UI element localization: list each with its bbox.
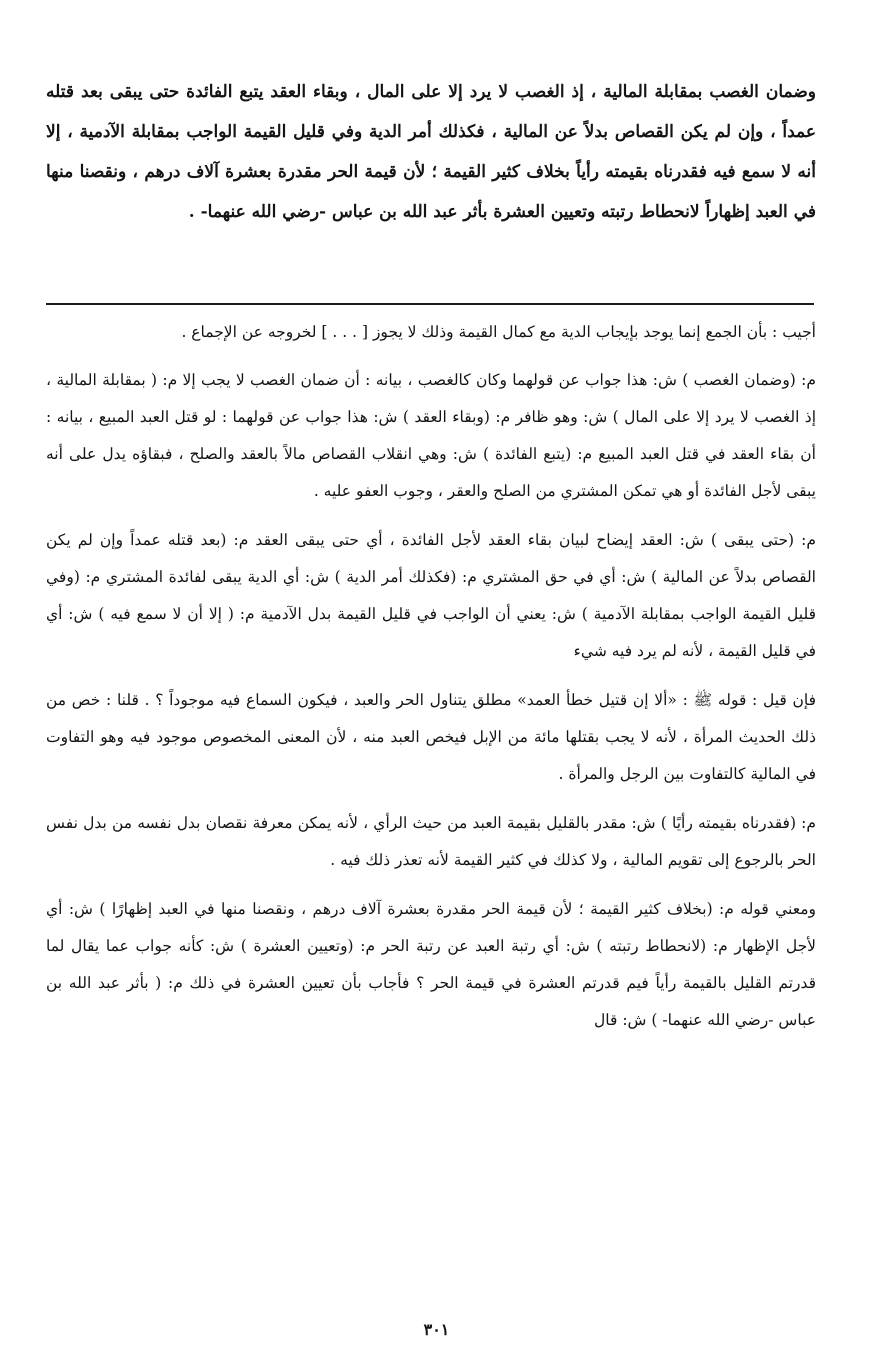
commentary-paragraph: م: (وضمان الغصب ) ش: هذا جواب عن قولهما وكان كالغصب ، بيانه : أن ضمان الغصب لا يجب إلا م: ( بمقابلة المالية ، إذ الغصب لا يرد إلا على المال ) ش: وهو ظافر م: (وبقاء العقد ) ش: هذا جواب عن قولهما : لو قتل العبد المبيع ، بيانه : أن بقاء العقد في قتل العبد المبيع م: (يتبع الفائدة ) ش: وهي انقلاب القصاص مالاً بالعقد والصلح ، فبقاؤه يدل على أنه يبقى لأجل الفائدة أو هي تمكن المشتري من الصلح والعقر ، وجوب العفو عليه . [46, 371, 816, 500]
commentary [46, 314, 816, 1051]
commentary-paragraph: م: (حتى يبقى ) ش: العقد إيضاح لبيان بقاء العقد لأجل الفائدة ، أي حتى يبقى العقد م: (بعد قتله عمداً وإن لم يكن القصاص بدلاً عن المالية ) ش: أي في حق المشتري م: (فكذلك أمر الدية ) ش: أي الدية يبقى لفائدة المشتري م: (وفي قليل القيمة الواجب بمقابلة الآدمية ) ش: يعني أن الواجب في قليل القيمة بدل الآدمية م: ( إلا أن لا سمع فيه ) ش: أي في قليل القيمة ، لأنه لم يرد فيه شيء [46, 531, 816, 660]
commentary-paragraph: فإن قيل : قوله ﷺ : «ألا إن قتيل خطأ العمد» مطلق يتناول الحر والعبد ، فيكون السماع فيه موجوداً ؟ . قلنا : خص من ذلك الحديث المرأة ، لأنه لا يجب بقتلها مائة من الإبل فيخص العبد منه ، لأن المعنى المخصوص موجود فيه وهو التفاوت في المالية كالتفاوت بين الرجل والمرأة . [46, 691, 816, 783]
page-number: ٣٠١ [423, 1320, 450, 1339]
main-text: وضمان الغصب بمقابلة المالية ، إذ الغصب لا يرد إلا على المال ، وبقاء العقد يتبع الفائدة حتى يبقى بعد قتله عمداً ، وإن لم يكن القصاص بدلاً عن المالية ، فكذلك أمر الدية وفي قليل القيمة الواجب بمقابلة الآدمية ، إلا أنه لا سمع فيه فقدرناه بقيمته رأياً بخلاف كثير القيمة ؛ لأن قيمة الحر مقدرة بعشرة آلاف درهم ، ونقصنا منها في العبد إظهاراً لانحطاط رتبته وتعيين العشرة بأثر عبد الله بن عباس -رضي الله عنهما- . [46, 82, 816, 222]
commentary-paragraph: م: (فقدرناه بقيمته رأيًا ) ش: مقدر بالقليل بقيمة العبد من حيث الرأي ، لأنه يمكن معرفة نقصان بدل نفسه من بدل نفس الحر بالرجوع إلى تقويم المالية ، ولا كذلك في كثير القيمة لأنه تعذر ذلك فيه . [46, 814, 816, 869]
commentary-paragraph: أجيب : بأن الجمع إنما يوجد بإيجاب الدية مع كمال القيمة وذلك لا يجوز [ . . . ] لخروجه عن الإجماع . [181, 323, 816, 341]
commentary-paragraph: ومعني قوله م: (بخلاف كثير القيمة ؛ لأن قيمة الحر مقدرة بعشرة آلاف درهم ، ونقصنا منها في العبد إظهارًا ) ش: أي لأجل الإظهار م: (لانحطاط رتبته ) ش: أي رتبة العبد عن رتبة الحر م: (وتعيين العشرة ) ش: كأنه جواب عما يقال لما قدرتم القليل بالقيمة رأياً فيم قدرتم العشرة في قيمة الحر ؟ فأجاب بأن تعيين العشرة في ذلك م: ( بأثر عبد الله بن عباس -رضي الله عنهما- ) ش: قال [46, 900, 816, 1029]
divider [46, 303, 814, 305]
